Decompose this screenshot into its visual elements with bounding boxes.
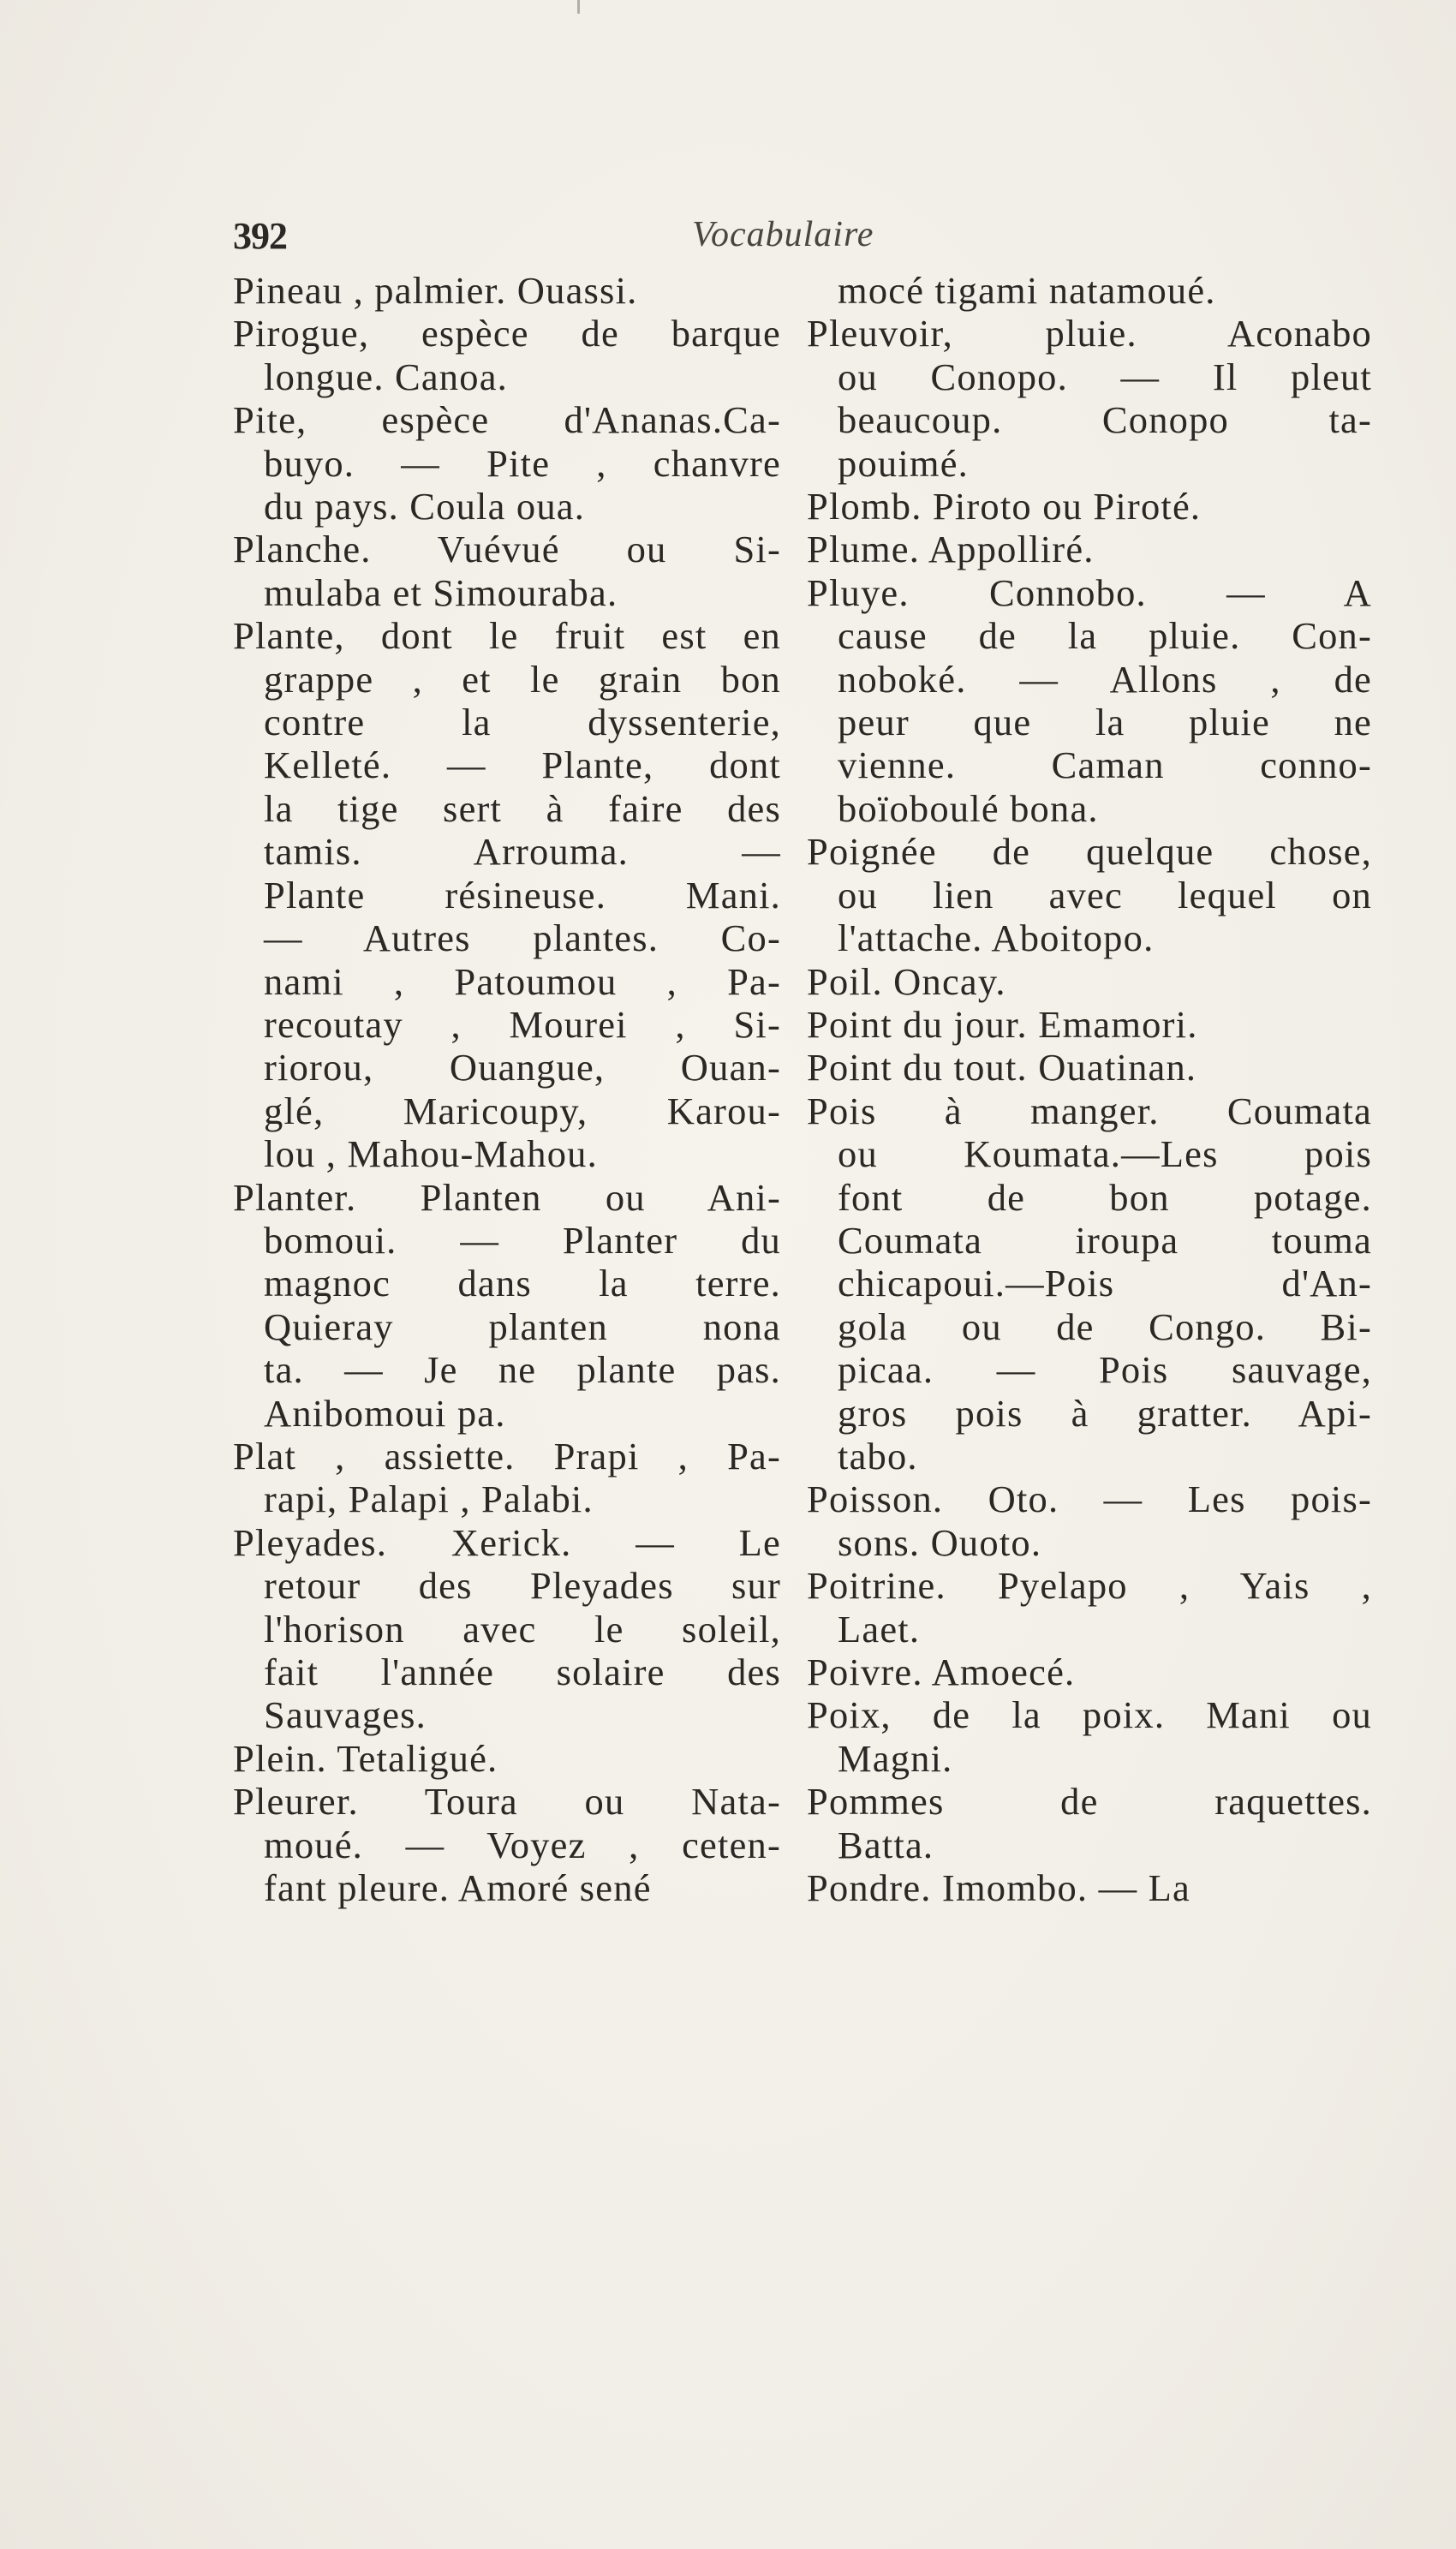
entry-line: longue. Canoa. [264,355,508,398]
dictionary-entry [233,269,781,312]
entry-line: magnoc dans la terre. [264,1262,781,1305]
dictionary-entry [807,960,1372,1003]
entry-line: Pleurer. Toura ou Nata- [233,1780,781,1824]
entry-line: Plein. Tetaligué. [233,1736,498,1780]
entry-line: tamis. Arrouma. — [264,830,781,874]
entry-line: vienne. Caman conno- [838,743,1372,787]
entry-line: bomoui. — Planter du [264,1218,781,1262]
entry-line: riorou, Ouangue, Ouan- [264,1046,781,1089]
dictionary-entry [233,1737,781,1780]
entry-line: chicapoui.—Pois d'An- [838,1262,1372,1305]
dictionary-entry [807,830,1372,959]
entry-line: ou Koumata.—Les pois [838,1132,1372,1176]
entry-line: gros pois à gratter. Api- [838,1391,1372,1435]
entry-line: Pommes de raquettes. [807,1780,1372,1824]
dictionary-entry [807,1564,1372,1651]
dictionary-entry [233,1435,781,1521]
entry-line: glé, Maricoupy, Karou- [264,1089,781,1132]
page-edge-mark [577,0,580,14]
entry-line: l'horison avec le soleil, [264,1607,781,1651]
entry-line: lou , Mahou-Mahou. [264,1132,598,1176]
entry-line: fant pleure. Amoré sené [264,1866,652,1910]
dictionary-entry [807,1780,1372,1866]
entry-line: Coumata iroupa touma [838,1218,1372,1262]
entry-line: Planter. Planten ou Ani- [233,1175,781,1219]
entry-line: Poix, de la poix. Mani ou [807,1693,1372,1737]
entry-line: peur que la pluie ne [838,701,1372,744]
entry-line: Kelleté. — Plante, dont [264,743,781,787]
entry-line: Pleuvoir, pluie. Aconabo [807,312,1372,355]
page-header [233,214,1372,266]
entry-line: Plat , assiette. Prapi , Pa- [233,1434,781,1477]
entry-line: Poivre. Amoecé. [807,1651,1076,1693]
entry-line: Poitrine. Pyelapo , Yais , [807,1564,1372,1608]
entry-line: l'attache. Aboitopo. [838,916,1155,960]
entry-line: cause de la pluie. Con- [838,614,1372,658]
entry-line: moué. — Voyez , ceten- [264,1823,781,1866]
entry-line: Batta. [838,1823,934,1866]
entry-line: Magni. [838,1736,953,1780]
entry-line: noboké. — Allons , de [838,657,1372,701]
dictionary-entry [807,1651,1372,1693]
entry-line: retour des Pleyades sur [264,1564,781,1608]
dictionary-entry [807,528,1372,570]
dictionary-entry [233,1780,781,1909]
dictionary-entry [233,614,781,1175]
entry-line: ou lien avec lequel on [838,873,1372,916]
entry-line: Plante, dont le fruit est en [233,614,781,658]
entry-line: ou Conopo. — Il pleut [838,355,1372,398]
entry-line: boïoboulé bona. [838,786,1099,830]
dictionary-entry-continuation [807,269,1372,312]
dictionary-entry [807,1003,1372,1046]
entry-line: Pirogue, espèce de barque [233,312,781,355]
dictionary-entry [807,571,1372,830]
entry-line: Point du tout. Ouatinan. [807,1046,1197,1089]
entry-line: Pineau , palmier. Ouassi. [233,269,638,312]
entry-line: Poil. Oncay. [807,959,1006,1003]
entry-line: buyo. — Pite , chanvre [264,441,781,485]
dictionary-entry [233,528,781,614]
entry-line: pouimé. [838,441,970,485]
dictionary-entry [807,1089,1372,1478]
entry-line: Poignée de quelque chose, [807,830,1372,874]
dictionary-entry [233,312,781,398]
entry-line: grappe , et le grain bon [264,657,781,701]
entry-line: — Autres plantes. Co- [264,916,781,960]
dictionary-entry [233,1176,781,1435]
entry-line: gola ou de Congo. Bi- [838,1304,1372,1348]
dictionary-entry [807,1693,1372,1780]
entry-line: fait l'année solaire des [264,1651,781,1693]
dictionary-entry [807,1046,1372,1089]
entry-line: Pois à manger. Coumata [807,1089,1372,1132]
entry-line: Point du jour. Emamori. [807,1002,1198,1046]
entry-line: Anibomoui pa. [264,1391,506,1435]
entry-line: mulaba et Simouraba. [264,570,618,614]
entry-line: tabo. [838,1434,918,1477]
right-column [807,269,1372,1909]
entry-line: du pays. Coula oua. [264,485,586,528]
dictionary-entry [807,312,1372,485]
entry-line: Plomb. Piroto ou Piroté. [807,485,1202,528]
entry-line: Plante résineuse. Mani. [264,873,781,916]
entry-line: contre la dyssenterie, [264,701,781,744]
entry-line: Planche. Vuévué ou Si- [233,528,781,571]
dictionary-entry [807,1866,1372,1909]
entry-line: Laet. [838,1607,921,1651]
entry-line: Pite, espèce d'Ananas.Ca- [233,398,781,442]
entry-line: ta. — Je ne plante pas. [264,1348,781,1392]
dictionary-entry [233,398,781,528]
entry-line: rapi, Palapi , Palabi. [264,1477,594,1521]
entry-line: Pondre. Imombo. — La [807,1866,1190,1910]
entry-line: Poisson. Oto. — Les pois- [807,1477,1372,1521]
page-number: 392 [233,215,287,257]
entry-line: mocé tigami natamoué. [838,269,1216,312]
dictionary-entry [233,1521,781,1737]
dictionary-entry [807,485,1372,528]
entry-line: la tige sert à faire des [264,786,781,830]
entry-line: recoutay , Mourei , Si- [264,1002,781,1046]
running-head: Vocabulaire [692,215,874,254]
entry-line: Plume. Appolliré. [807,528,1095,571]
entry-line: picaa. — Pois sauvage, [838,1348,1372,1392]
entry-line: beaucoup. Conopo ta- [838,398,1372,442]
entry-line: Sauvages. [264,1693,427,1737]
entry-line: Pluye. Connobo. — A [807,570,1372,614]
entry-line: Pleyades. Xerick. — Le [233,1520,781,1564]
entry-line: font de bon potage. [838,1175,1372,1219]
entry-line: nami , Patoumou , Pa- [264,959,781,1003]
entry-line: sons. Ouoto. [838,1520,1042,1564]
left-column [233,269,781,1909]
dictionary-entry [807,1477,1372,1564]
entry-line: Quieray planten nona [264,1304,781,1348]
